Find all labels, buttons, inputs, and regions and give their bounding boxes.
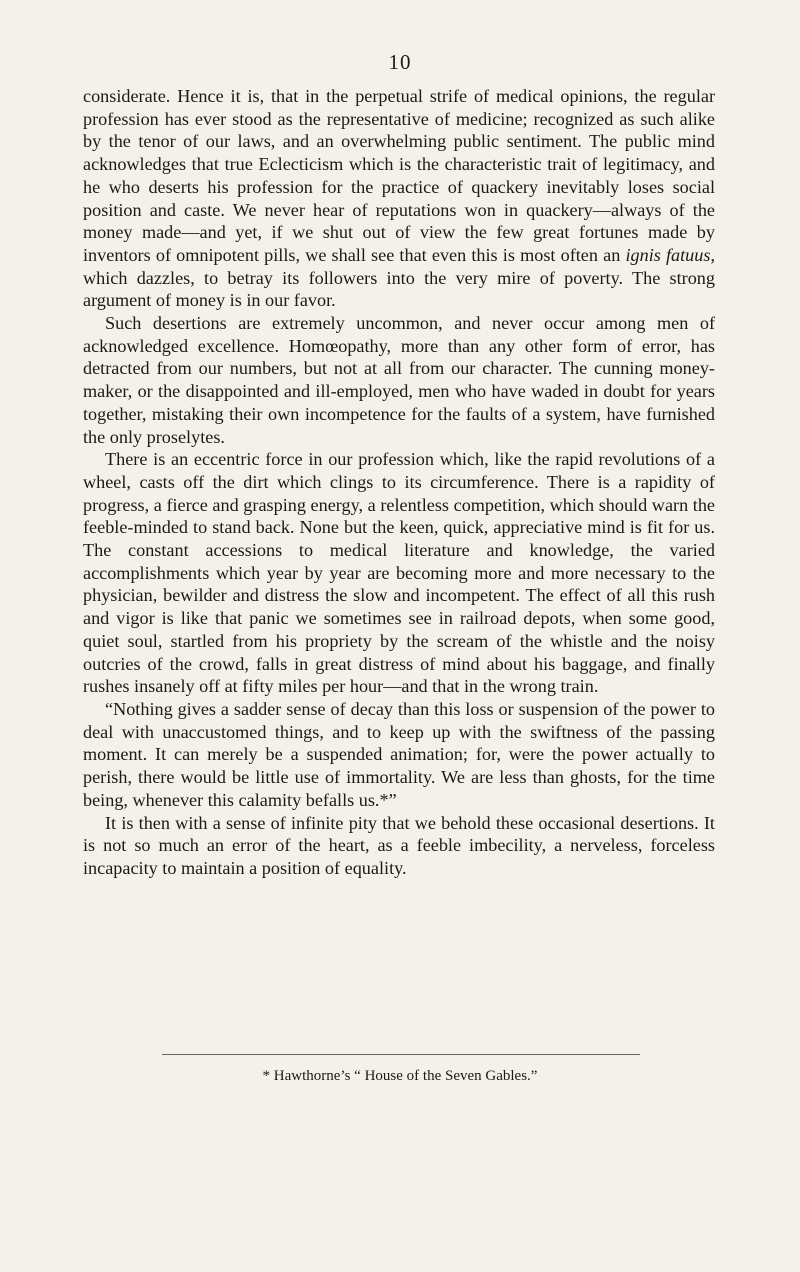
- paragraph-4-quotation: “Nothing gives a sadder sense of decay than this loss or suspension of the power to deal with unaccustomed things, and to keep up with the swiftness of the passing moment. It can merely be a suspended animation; for, were the power actually to perish, there would be little use of immortality. We are less than ghosts, for the time being, whenever this calamity befalls us.*”: [83, 698, 715, 810]
- body-text: [83, 85, 715, 880]
- paragraph-1: [83, 85, 715, 312]
- page-number: 10: [388, 50, 412, 74]
- paragraph-2: Such desertions are extremely uncommon, and never occur among men of acknowledged excellence. Homœopathy, more than any other form of error, has detracted from our numbers, but not at all from our character. The cunning money-maker, or the disappointed and ill-employed, men who have waded in doubt for years together, mistaking their own incompetence for the faults of a system, have furnished the only proselytes.: [83, 313, 715, 447]
- footnote-divider: [162, 1054, 640, 1055]
- footnote: * Hawthorne’s “ House of the Seven Gables.”: [262, 1068, 538, 1084]
- paragraph-1-italic-phrase: ignis fatuus: [625, 244, 711, 265]
- paragraph-1-text-before: considerate. Hence it is, that in the perpetual strife of medical opinions, the regular profession has ever stood as the representative of medicine; recognized as such alike by the tenor of our laws, and an overwhelming public sentiment. The public mind acknowledges that true Eclecticism which is the characteristic trait of legitimacy, and he who deserts his profession for the practice of quackery inevitably loses social position and caste. We never hear of reputations won in quackery—always of the money made—and yet, if we shut out of view the few great fortunes made by inventors of omnipotent pills, we shall see that even this is most often an: [83, 86, 715, 265]
- paragraph-3: There is an eccentric force in our profession which, like the rapid revolutions of a wheel, casts off the dirt which clings to its circumference. There is a rapidity of progress, a fierce and grasping energy, a relentless competition, which should warn the feeble-minded to stand back. None but the keen, quick, appreciative mind is fit for us. The constant accessions to medical literature and knowledge, the varied accomplishments which year by year are becoming more and more necessary to the physician, bewilder and distress the slow and incompetent. The effect of all this rush and vigor is like that panic we sometimes see in railroad depots, when some good, quiet soul, startled from his propriety by the scream of the whistle and the noisy outcries of the crowd, falls in great distress of mind about his baggage, and finally rushes insanely off at fifty miles per hour—and that in the wrong train.: [83, 449, 715, 697]
- paragraph-5: It is then with a sense of infinite pity that we behold these occasional desertions. It is not so much an error of the heart, as a feeble imbecility, a nerveless, forceless incapacity to maintain a position of equality.: [83, 812, 715, 878]
- paragraph-1-text-after: , which dazzles, to betray its followers into the very mire of poverty. The strong argument of money is in our favor.: [83, 244, 715, 311]
